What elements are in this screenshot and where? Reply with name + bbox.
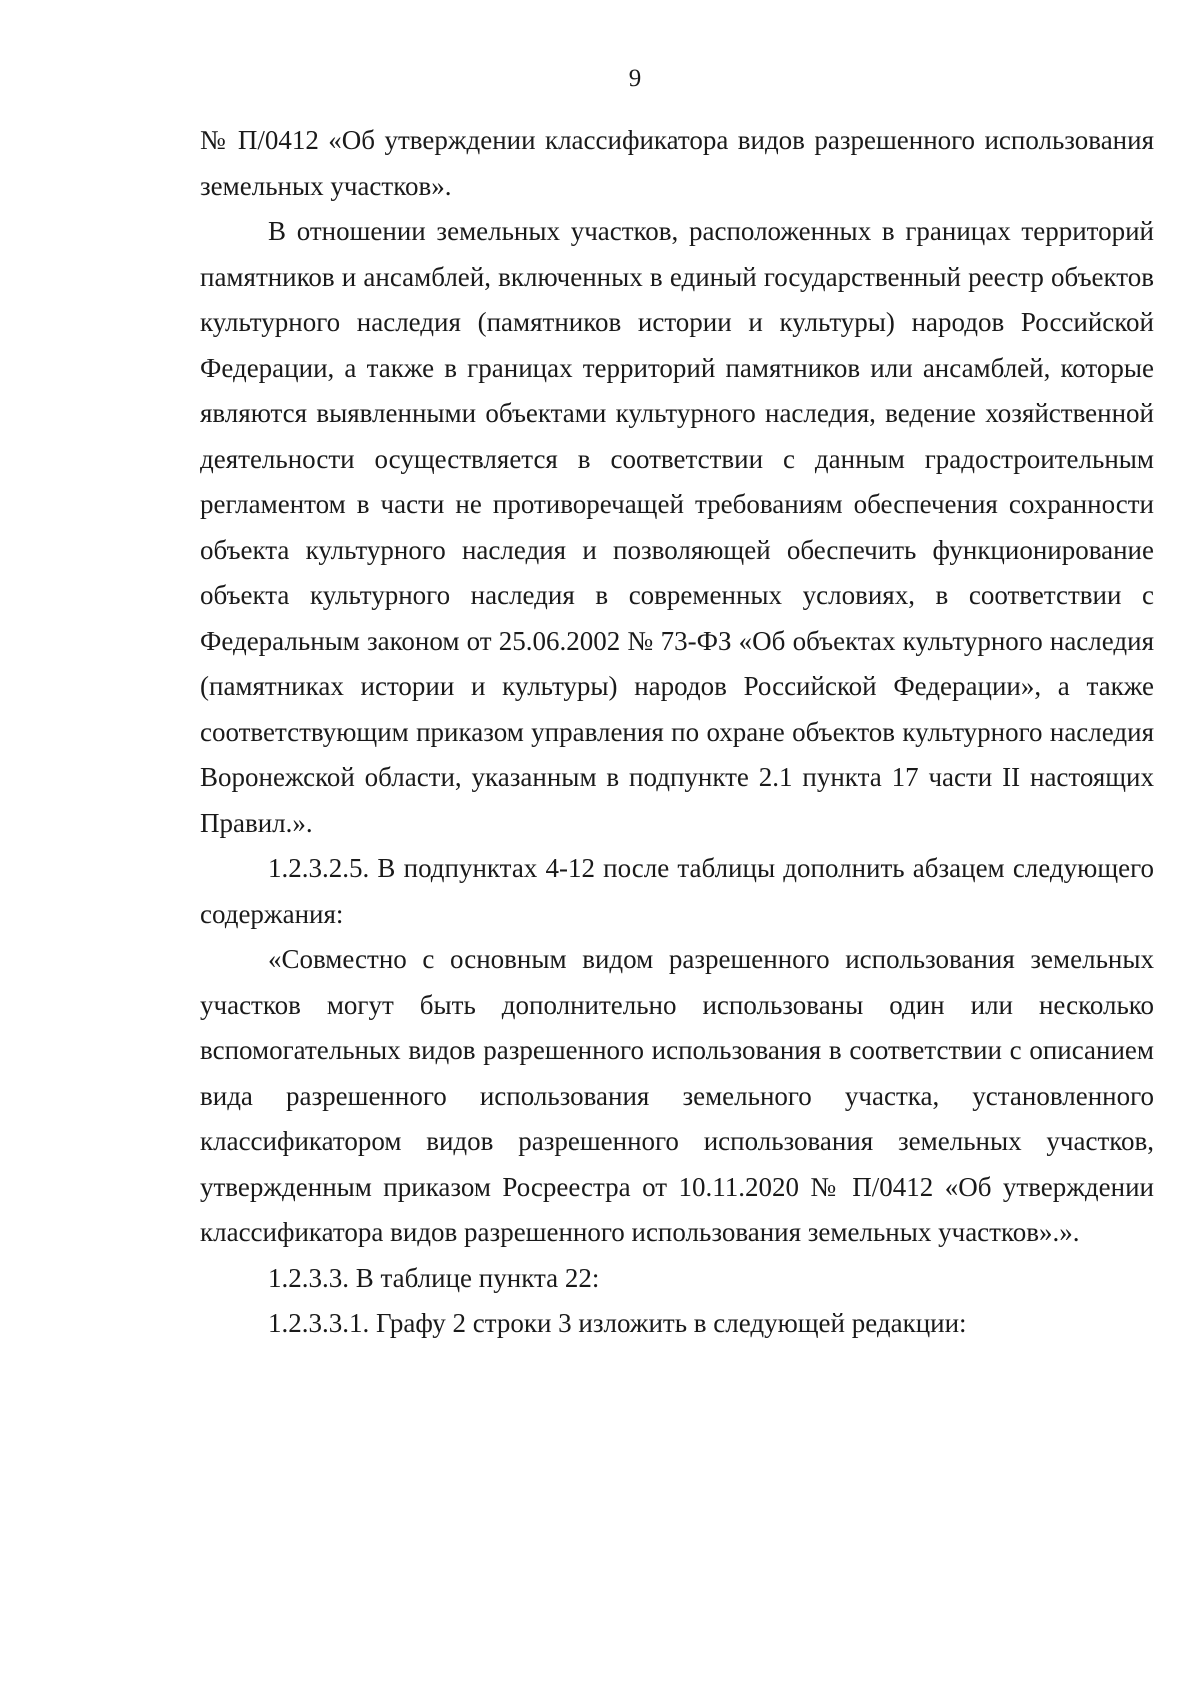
paragraph: № П/0412 «Об утверждении классификатора видов разрешенного использования земельных участков». [200,125,1154,201]
paragraph: «Совместно с основным видом разрешенного использования земельных участков могут быть дополнительно использованы один или несколько вспомогательных видов разрешенного использования в соответствии с описанием вида разрешенного использования земельного участка, установленного классификатором видов разрешенного использования земельных участков, утвержденным приказом Росреестра от 10.11.2020 № П/0412 «Об утверждении классификатора видов разрешенного использования земельных участков».». [200,944,1154,1247]
document-body [200,118,1154,1347]
paragraph: В отношении земельных участков, расположенных в границах территорий памятников и ансамблей, включенных в единый государственный реестр объектов культурного наследия (памятников истории и культуры) народов Российской Федерации, а также в границах территорий памятников или ансамблей, которые являются выявленными объектами культурного наследия, ведение хозяйственной деятельности осуществляется в соответствии с данным градостроительным регламентом в части не противоречащей требованиям обеспечения сохранности объекта культурного наследия и позволяющей обеспечить функционирование объекта культурного наследия в современных условиях, в соответствии с Федеральным законом от 25.06.2002 № 73-ФЗ «Об объектах культурного наследия (памятниках истории и культуры) народов Российской Федерации», а также соответствующим приказом управления по охране объектов культурного наследия Воронежской области, указанным в подпункте 2.1 пункта 17 части II настоящих Правил.». [200,216,1154,838]
paragraph: 1.2.3.2.5. В подпунктах 4-12 после таблицы дополнить абзацем следующего содержания: [200,853,1154,929]
paragraph: 1.2.3.3.1. Графу 2 строки 3 изложить в следующей редакции: [268,1308,967,1338]
page-number: 9 [628,65,642,92]
paragraph: 1.2.3.3. В таблице пункта 22: [268,1262,600,1293]
